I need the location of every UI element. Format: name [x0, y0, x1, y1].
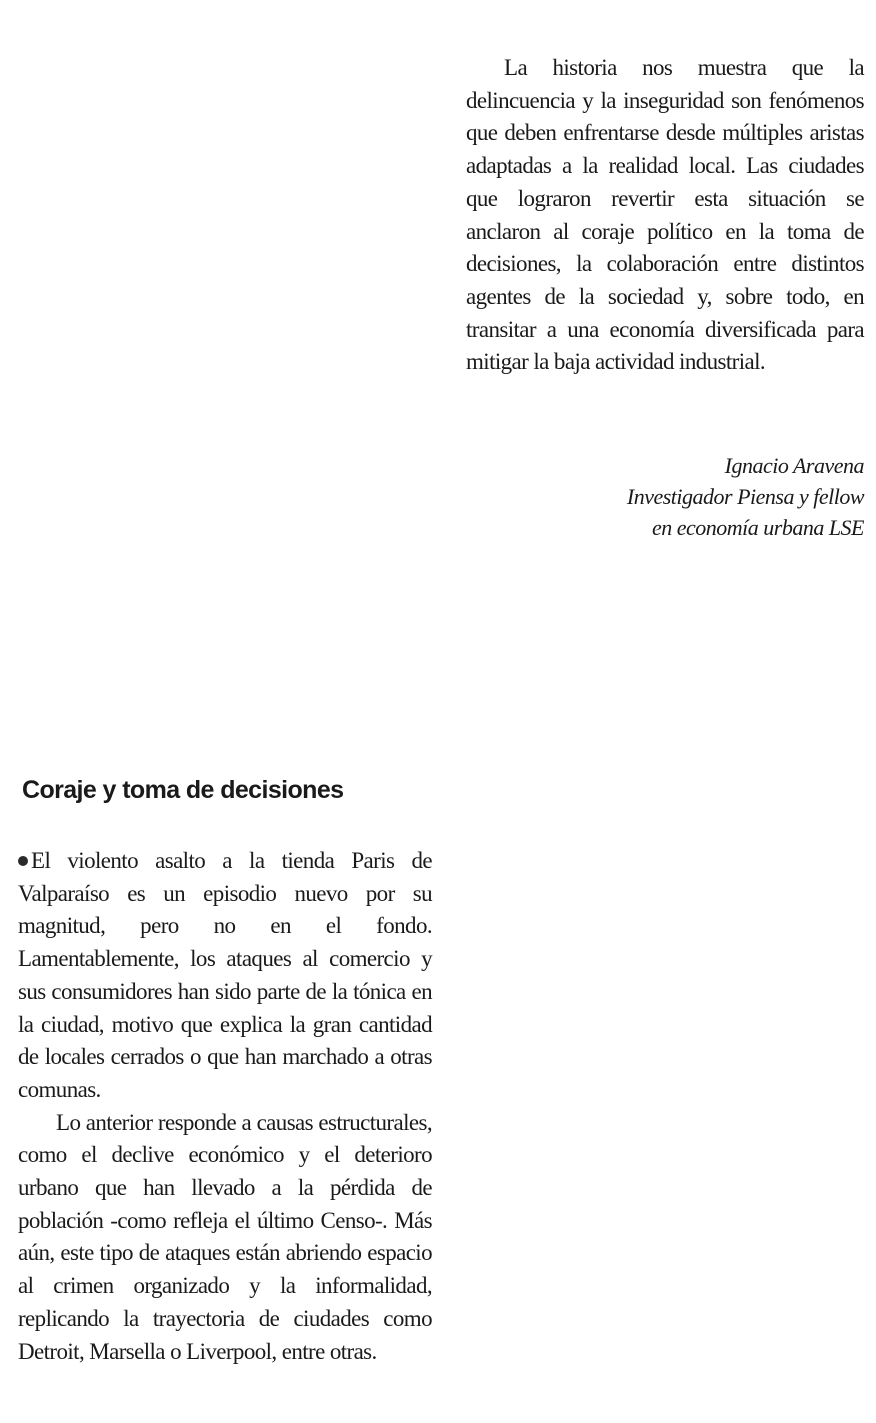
- top-article-body: [466, 52, 864, 379]
- article-paragraph-1: [18, 845, 432, 1107]
- article-paragraph-1-text: El violento asalto a la tienda Paris de Valparaíso es un episodio nuevo por su magnitud, pero no en el fondo. Lamentablemente, los ataques al comercio y sus consumidores han sido parte de la tónica en la ciudad, motivo que explica la gran cantidad de locales cerrados o que han marchado a otras comunas.: [18, 848, 432, 1102]
- top-article-paragraph: La historia nos muestra que la delincuencia y la inseguridad son fenómenos que deben enfrentarse desde múltiples aristas adaptadas a la realidad local. Las ciudades que lograron revertir esta situación se anclaron al coraje político en la toma de decisiones, la colaboración entre distintos agentes de la sociedad y, sobre todo, en transitar a una economía diversificada para mitigar la baja actividad industrial.: [466, 55, 864, 375]
- article-paragraph-2: Lo anterior responde a causas estructurales, como el declive económico y el deterioro urbano que han llevado a la pérdida de población -como refleja el último Censo-. Más aún, este tipo de ataques están abriendo espacio al crimen organizado y la informalidad, replicando la trayectoria de ciudades como Detroit, Marsella o Liverpool, entre otras.: [18, 1109, 432, 1364]
- author-role-line2: en economía urbana LSE: [651, 515, 864, 540]
- article-headline: Coraje y toma de decisiones: [22, 776, 344, 804]
- second-article-body: [18, 845, 432, 1368]
- author-signature: [464, 450, 864, 543]
- author-role-line1: Investigador Piensa y fellow: [626, 484, 864, 509]
- bullet-icon: [18, 856, 28, 866]
- author-name: Ignacio Aravena: [724, 453, 864, 478]
